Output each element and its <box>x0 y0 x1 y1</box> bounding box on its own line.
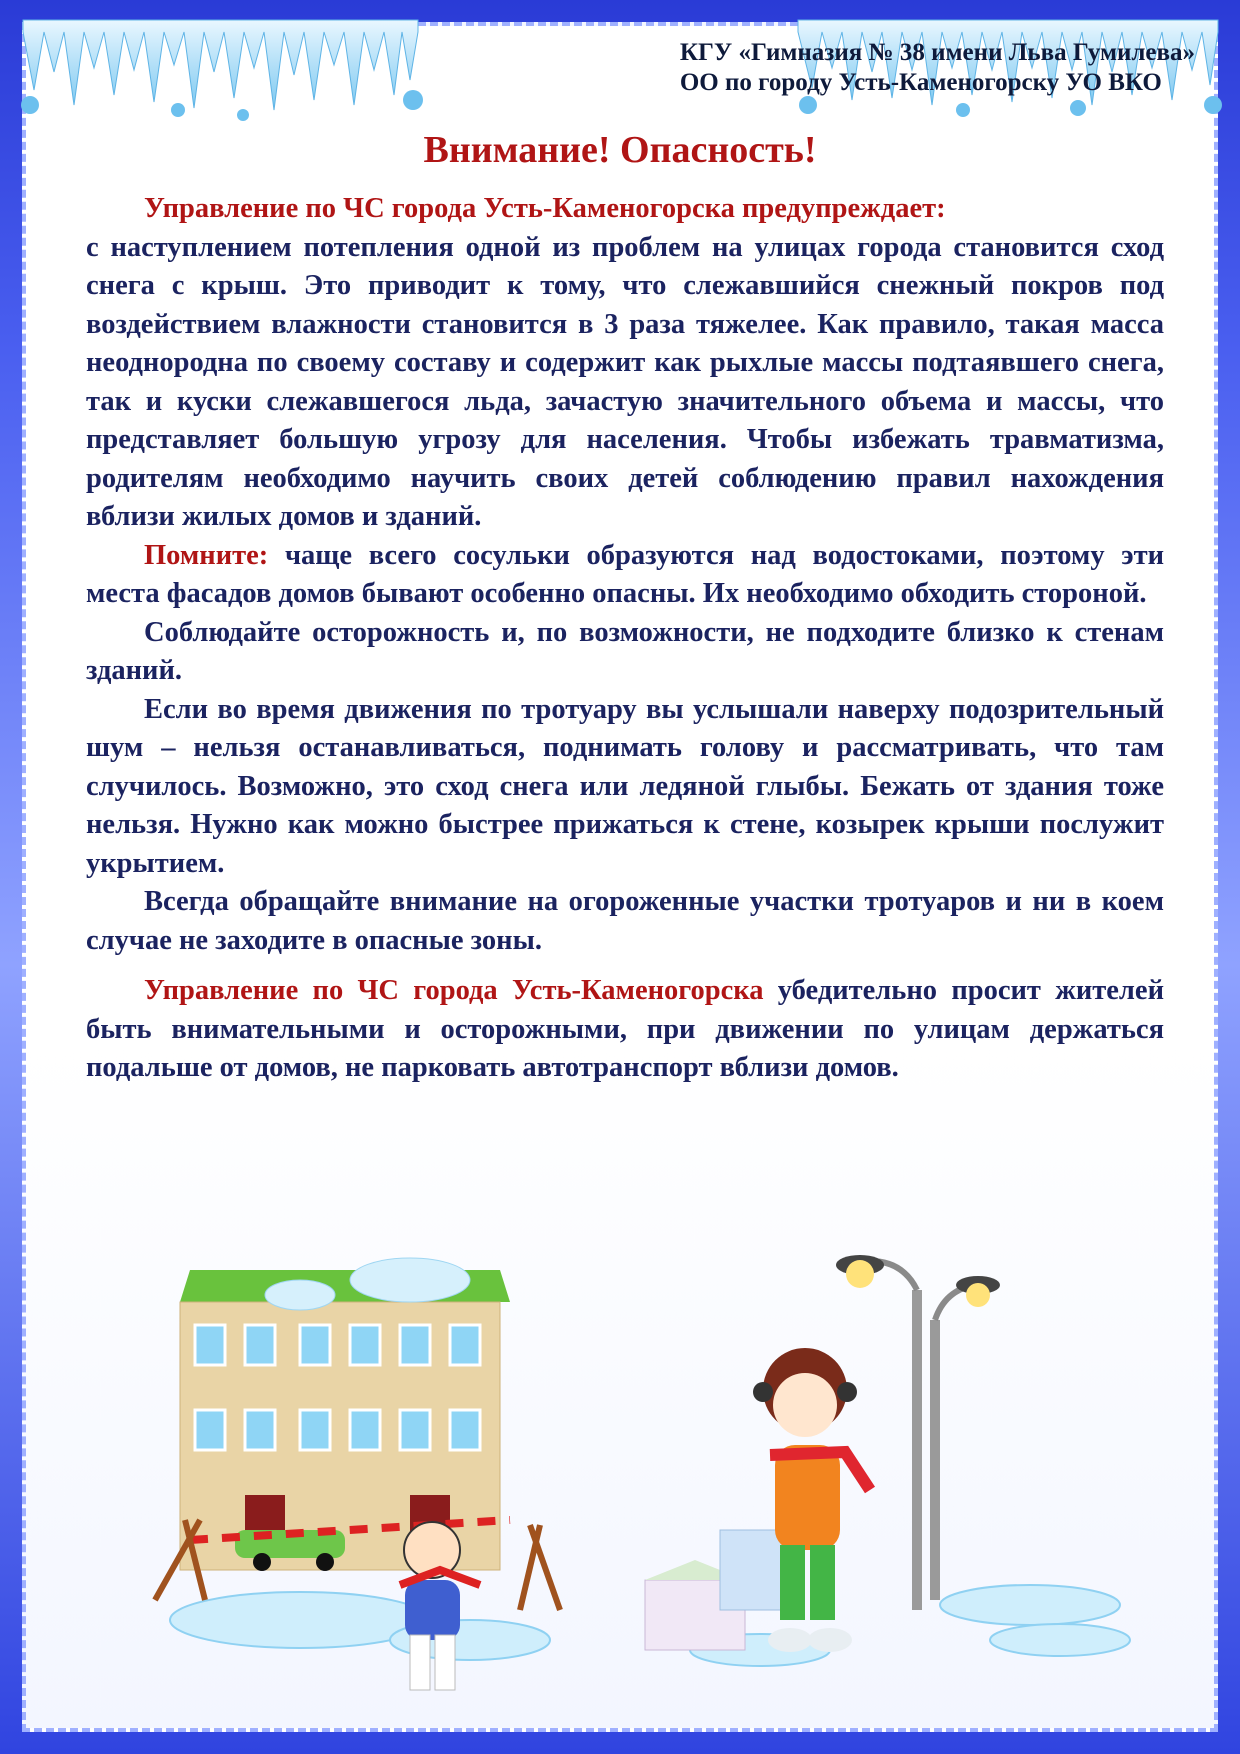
p2-lead: Помните: <box>144 539 269 571</box>
p1-lead: Управление по ЧС города Усть-Каменогорска предупреждает: <box>144 193 946 224</box>
org-line-2: ОО по городу Усть-Каменогорску УО ВКО <box>679 69 1162 96</box>
organization-header <box>680 38 1195 98</box>
body-text <box>86 190 1164 1088</box>
p5: Всегда обращайте внимание на огороженные участки тротуаров и ни в коем случае не заходите в опасные зоны. <box>86 886 1164 956</box>
icicles-left <box>23 20 418 110</box>
org-line-1: КГУ «Гимназия № 38 имени Льва Гумилева» <box>679 39 1195 66</box>
p1-body: с наступлением потепления одной из проблем на улицах города становится сход снега с крыш. Это приводит к тому, что слежавшийся снежный покров под воздействием влажности становится в 3 раза тяжелее. Как правило, такая масса неоднородна по своему составу и содержит как рыхлые массы подтаявшего снега, так и куски слежавшегося льда, зачастую значительного объема и массы, что представляет большую угрозу для населения. Чтобы избежать травматизма, родителям необходимо научить своих детей соблюдению правил нахождения вблизи жилых домов и зданий. <box>86 231 1164 532</box>
p6 <box>86 972 1164 1088</box>
p6-body: убедительно просит жителей быть внимательными и осторожными, при движении по улицам держаться подальше от домов, не парковать автотранспорт вблизи домов. <box>86 975 1164 1083</box>
p2 <box>86 537 1164 614</box>
building-illustration <box>155 1258 560 1610</box>
houses-illustration <box>645 1530 790 1650</box>
p2-body: чаще всего сосульки образуются над водостоками, поэтому эти места фасадов домов бывают особенно опасны. Их необходимо обходить стороной. <box>86 539 1164 609</box>
p4: Если во время движения по тротуару вы услышали наверху подозрительный шум – нельзя останавливаться, поднимать голову и рассматривать, что там случилось. Возможно, это сход снега или ледяной глыбы. Бежать от здания тоже нельзя. Нужно как можно быстрее прижаться к стене, козырек крыши послужит укрытием. <box>86 693 1164 879</box>
p3: Соблюдайте осторожность и, по возможности, не подходите близко к стенам зданий. <box>86 616 1164 686</box>
streetlamp-illustration <box>836 1255 1000 1610</box>
illustration <box>0 1240 1240 1720</box>
page-title: Внимание! Опасность! <box>423 129 817 171</box>
p6-lead: Управление по ЧС города Усть-Каменогорска <box>144 975 764 1006</box>
